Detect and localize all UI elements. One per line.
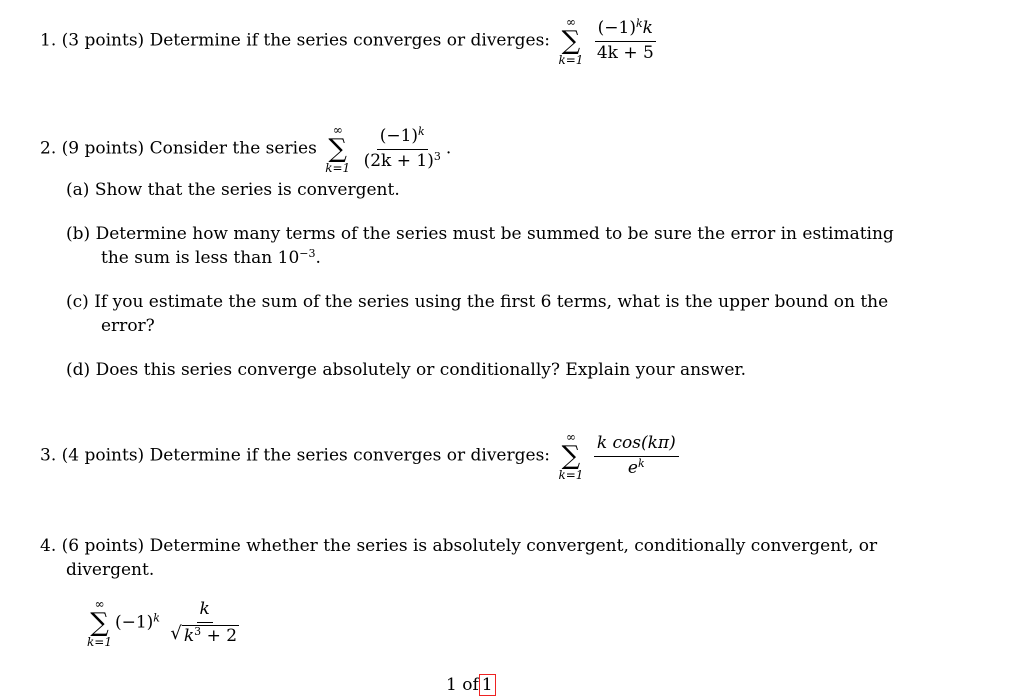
summation-1: ∞ ∑ k=1 xyxy=(558,15,584,67)
current-page: 1 xyxy=(446,675,457,695)
problem-2-number: 2. xyxy=(40,138,57,159)
problem-1-number: 1. xyxy=(40,30,57,51)
summation-4: ∞ ∑ k=1 xyxy=(87,597,112,649)
summation-2: ∞ ∑ k=1 xyxy=(325,123,351,175)
problem-2 xyxy=(40,124,451,174)
part-2c: (c) If you estimate the sum of the series using the first 6 terms, what is the upper bound on the xyxy=(66,292,889,312)
problem-1-text: (3 points) Determine if the series converges or diverges: xyxy=(61,30,551,51)
problem-4 xyxy=(40,535,877,557)
fraction-2: $\frac{(-1)^k}{(2k + 1)^3}$ xyxy=(363,124,441,171)
sqrt-sign: √ $k^3 + 2$ xyxy=(170,622,238,646)
problem-4-number: 4. xyxy=(40,536,57,556)
problem-3 xyxy=(40,431,681,481)
problem-2-period: . xyxy=(445,138,452,159)
problem-2-text: (9 points) Consider the series xyxy=(61,138,317,159)
problem-4-line2: divergent. xyxy=(66,560,155,580)
problem-4-text: (6 points) Determine whether the series is absolutely convergent, conditionally convergent, or xyxy=(61,536,878,556)
page-indicator xyxy=(446,674,496,696)
summation-3: ∞ ∑ k=1 xyxy=(558,430,584,482)
problem-3-text: (4 points) Determine if the series converges or diverges: xyxy=(61,445,551,466)
problem-3-number: 3. xyxy=(40,445,57,466)
fraction-4: k √ $k^3 + 2$ xyxy=(170,598,238,646)
part-2c-line2: error? xyxy=(101,316,155,336)
part-2d: (d) Does this series converge absolutely or conditionally? Explain your answer. xyxy=(66,360,747,380)
page-of-label: of xyxy=(462,675,479,695)
part-2b: (b) Determine how many terms of the series must be summed to be sure the error in estimating xyxy=(66,224,894,244)
part-2b-line2: the sum is less than $10^{-3}$. xyxy=(101,247,321,268)
total-pages-box[interactable]: 1 xyxy=(479,674,496,696)
fraction-1: $\frac{(-1)^kk}{4k + 5}$ xyxy=(594,19,657,63)
problem-4-formula: ∞ ∑ k=1 $(-1)^k$ k √ $k^3 + 2$ xyxy=(84,598,244,648)
problem-1 xyxy=(40,16,659,66)
fraction-3: $\frac{\text{k cos(kπ)}}{e^k}$ xyxy=(594,434,679,478)
part-2a: (a) Show that the series is convergent. xyxy=(66,180,400,200)
